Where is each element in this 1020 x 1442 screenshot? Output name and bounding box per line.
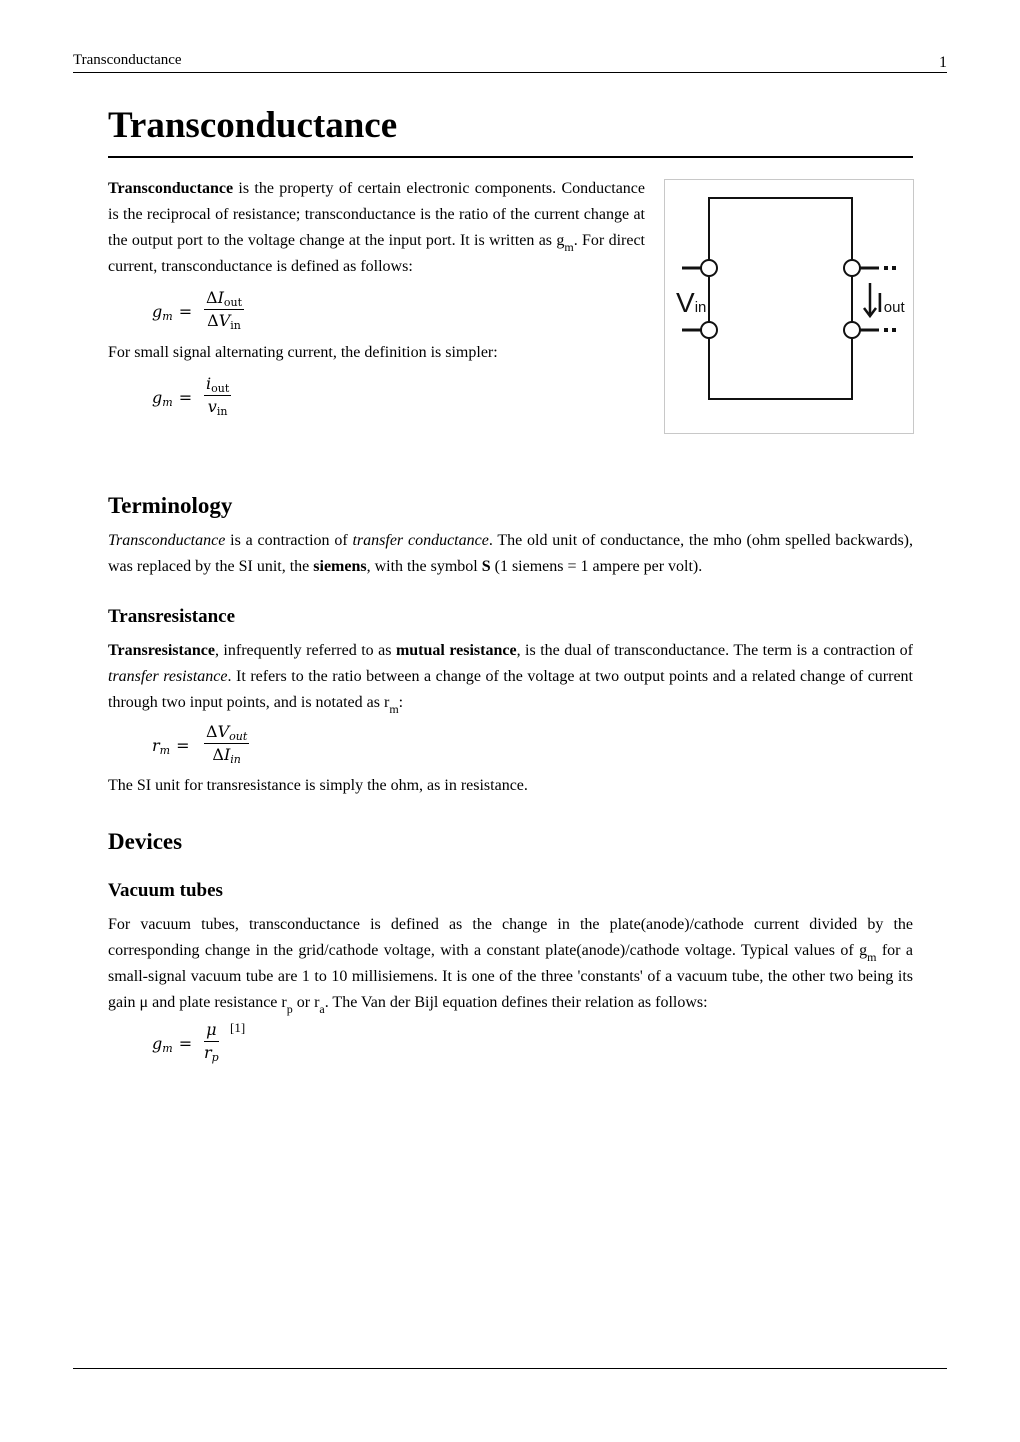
intro-text-1: is the property of certain electronic components. Conductance is the reciprocal of resistance; transconductance is the ratio of the current change at the output port to the voltage change at the input port. It is written as g [108,180,645,249]
formula-fraction [204,374,231,416]
terminal-out-bottom [844,322,860,338]
running-title: Transconductance [73,52,182,68]
ac-intro-text: For small signal alternating current, the definition is simpler: [108,344,498,361]
terminal-in-top [701,260,717,276]
formula-denominator: $\Delta V_{in}$ [207,311,241,332]
transresistance-paragraph: Transresistance, infrequently referred to as mutual resistance, is the dual of transconductance. The term is a contraction of transfer resistance. It refers to the ratio between a change of the voltage at two output points and a related change of current through two input points, and is notated as $r_m$: [108,642,914,716]
formula-denominator: $v_{in}$ [207,397,228,418]
formula-lhs: $g_m$ = [152,1034,193,1055]
formula-fraction [204,288,244,330]
terminology-paragraph: Transconductance is a contraction of transfer conductance. The old unit of conductance, the mho (ohm spelled backwards), was replaced by the SI unit, the siemens, with the symbol S (1 siemens = 1 ampere per volt). [108,532,914,575]
page-title: Transconductance [108,100,913,158]
heading-terminology: Terminology [108,493,233,518]
heading-transresistance: Transresistance [108,606,236,627]
formula-numerator: μ [204,1020,219,1042]
terminal-out-top [844,260,860,276]
intro-paragraph [108,176,645,280]
footer-rule [73,1368,947,1369]
formula-numerator: $i_{out}$ [206,374,230,395]
vin-label: Vin [676,287,707,318]
formula-lhs: $g_m$ = [152,388,193,409]
formula-denominator: $r_p$ [204,1043,219,1064]
terminal-in-bottom [701,322,717,338]
heading-devices: Devices [108,829,183,854]
formula-numerator: $\Delta V_{out}$ [206,722,248,743]
intro-term: Transconductance [108,180,234,197]
formula-fraction [204,1020,219,1062]
formula-fraction [204,722,249,764]
current-arrow [864,283,876,316]
iout-label: Iout [876,287,905,318]
transresistance-unit-text: The SI unit for transresistance is simply the ohm, as in resistance. [108,777,528,794]
heading-vacuum-tubes: Vacuum tubes [108,880,223,901]
formula-numerator: $\Delta I_{out}$ [206,288,243,309]
formula-lhs: $g_m$ = [152,302,193,323]
formula-denominator: $\Delta I_{in}$ [212,745,241,766]
citation-link[interactable]: [1] [230,1020,246,1035]
circuit-diagram [665,180,913,433]
circuit-box [709,198,852,399]
intro-text-2: . For direct current, transconductance is defined as follows: [108,232,646,275]
running-header [73,52,947,73]
formula-lhs: $r_m$ = [152,736,190,757]
page-number: 1 [939,54,947,71]
intro-sub-m: m [564,240,574,254]
vacuum-tubes-paragraph: For vacuum tubes, transconductance is defined as the change in the plate(anode)/cathode current divided by the corresponding change in the grid/cathode voltage, with a constant plate(anode)/cathode voltage. Typical values of $g_m$ for a small-signal vacuum tube are 1 to 10 millisiemens. It is one of the three 'constants' of a vacuum tube, the other two being its gain μ and plate resistance $r_p$ or $r_a$. The Van der Bijl equation defines their relation as follows: [108,916,913,1016]
two-port-circuit-figure [664,179,914,434]
